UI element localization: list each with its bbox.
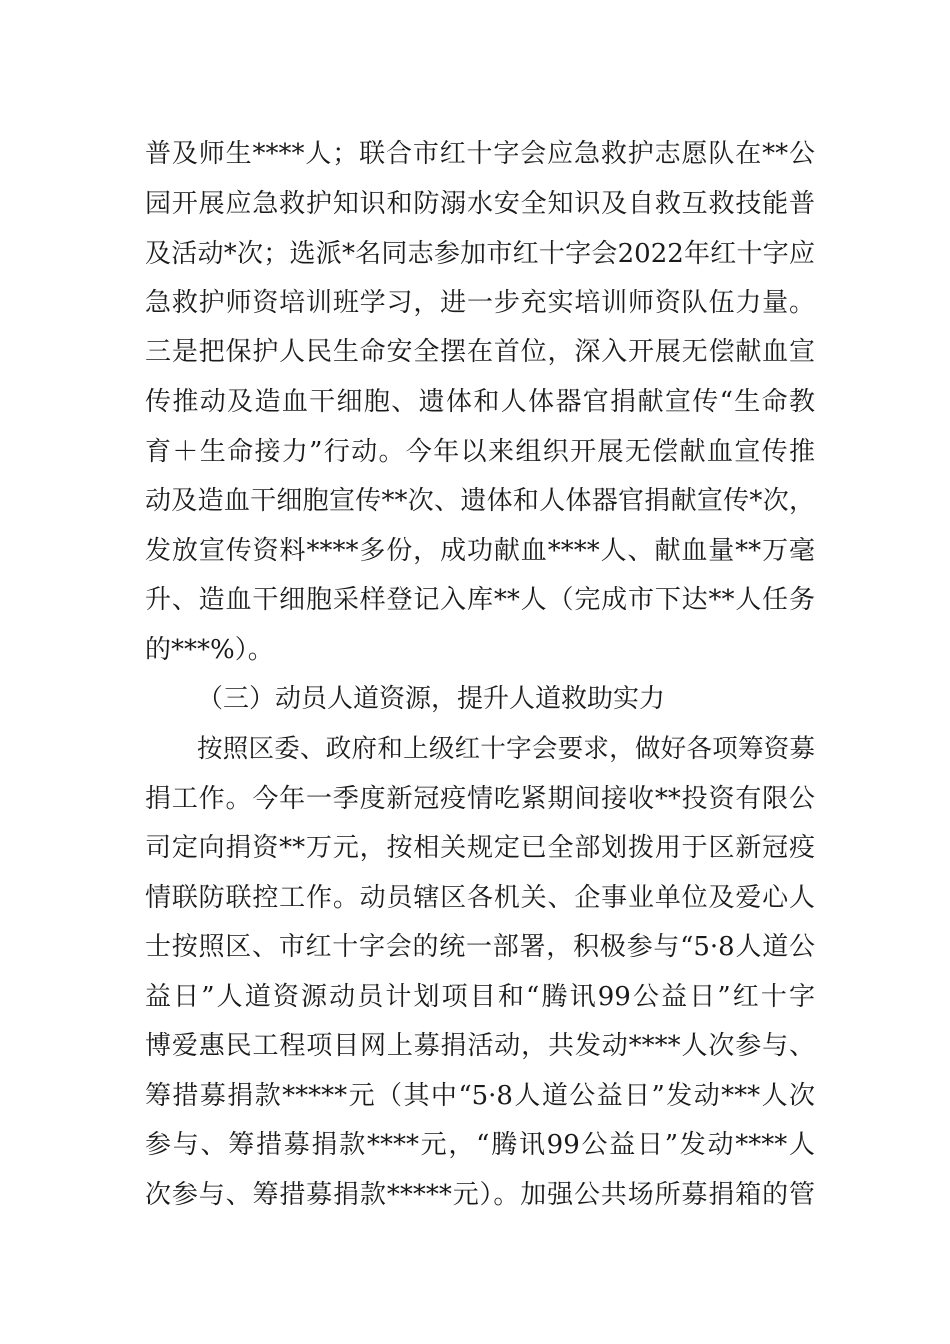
text-line-13: 按照区委、政府和上级红十字会要求，做好各项筹资募 — [197, 734, 815, 764]
text-line-8: 动及造血干细胞宣传**次、遗体和人体器官捐献宣传*次， — [145, 486, 815, 516]
text-line-4: 急救护师资培训班学习，进一步充实培训师资队伍力量。 — [145, 288, 815, 318]
text-line-6: 传推动及造血干细胞、遗体和人体器官捐献宣传“生命教 — [145, 387, 815, 417]
text-line-17: 士按照区、市红十字会的统一部署，积极参与“5·8人道公 — [145, 932, 815, 962]
section-heading: （三）动员人道资源，提升人道救助实力 — [197, 684, 666, 714]
text-line-19: 博爱惠民工程项目网上募捐活动，共发动****人次参与、 — [145, 1031, 815, 1061]
text-line-9: 发放宣传资料****多份，成功献血****人、献血量**万毫 — [145, 536, 815, 566]
text-line-1: 普及师生****人；联合市红十字会应急救护志愿队在**公 — [145, 139, 815, 169]
text-line-14: 捐工作。今年一季度新冠疫情吃紧期间接收**投资有限公 — [145, 784, 815, 814]
text-line-7: 育＋生命接力”行动。今年以来组织开展无偿献血宣传推 — [145, 437, 815, 467]
text-line-11: 的***%）。 — [145, 635, 274, 665]
text-line-5: 三是把保护人民生命安全摆在首位，深入开展无偿献血宣 — [145, 337, 815, 367]
text-line-22: 次参与、筹措募捐款*****元）。加强公共场所募捐箱的管 — [145, 1180, 815, 1210]
text-line-3: 及活动*次；选派*名同志参加市红十字会2022年红十字应 — [145, 239, 815, 269]
text-line-2: 园开展应急救护知识和防溺水安全知识及自救互救技能普 — [145, 189, 815, 219]
text-line-18: 益日”人道资源动员计划项目和“腾讯99公益日”红十字 — [145, 982, 815, 1012]
text-line-16: 情联防联控工作。动员辖区各机关、企事业单位及爱心人 — [145, 883, 815, 913]
text-line-21: 参与、筹措募捐款****元，“腾讯99公益日”发动****人 — [145, 1130, 815, 1160]
text-line-15: 司定向捐资**万元，按相关规定已全部划拨用于区新冠疫 — [145, 833, 815, 863]
text-line-20: 筹措募捐款*****元（其中“5·8人道公益日”发动***人次 — [145, 1081, 815, 1111]
text-line-10: 升、造血干细胞采样登记入库**人（完成市下达**人任务 — [145, 585, 815, 615]
